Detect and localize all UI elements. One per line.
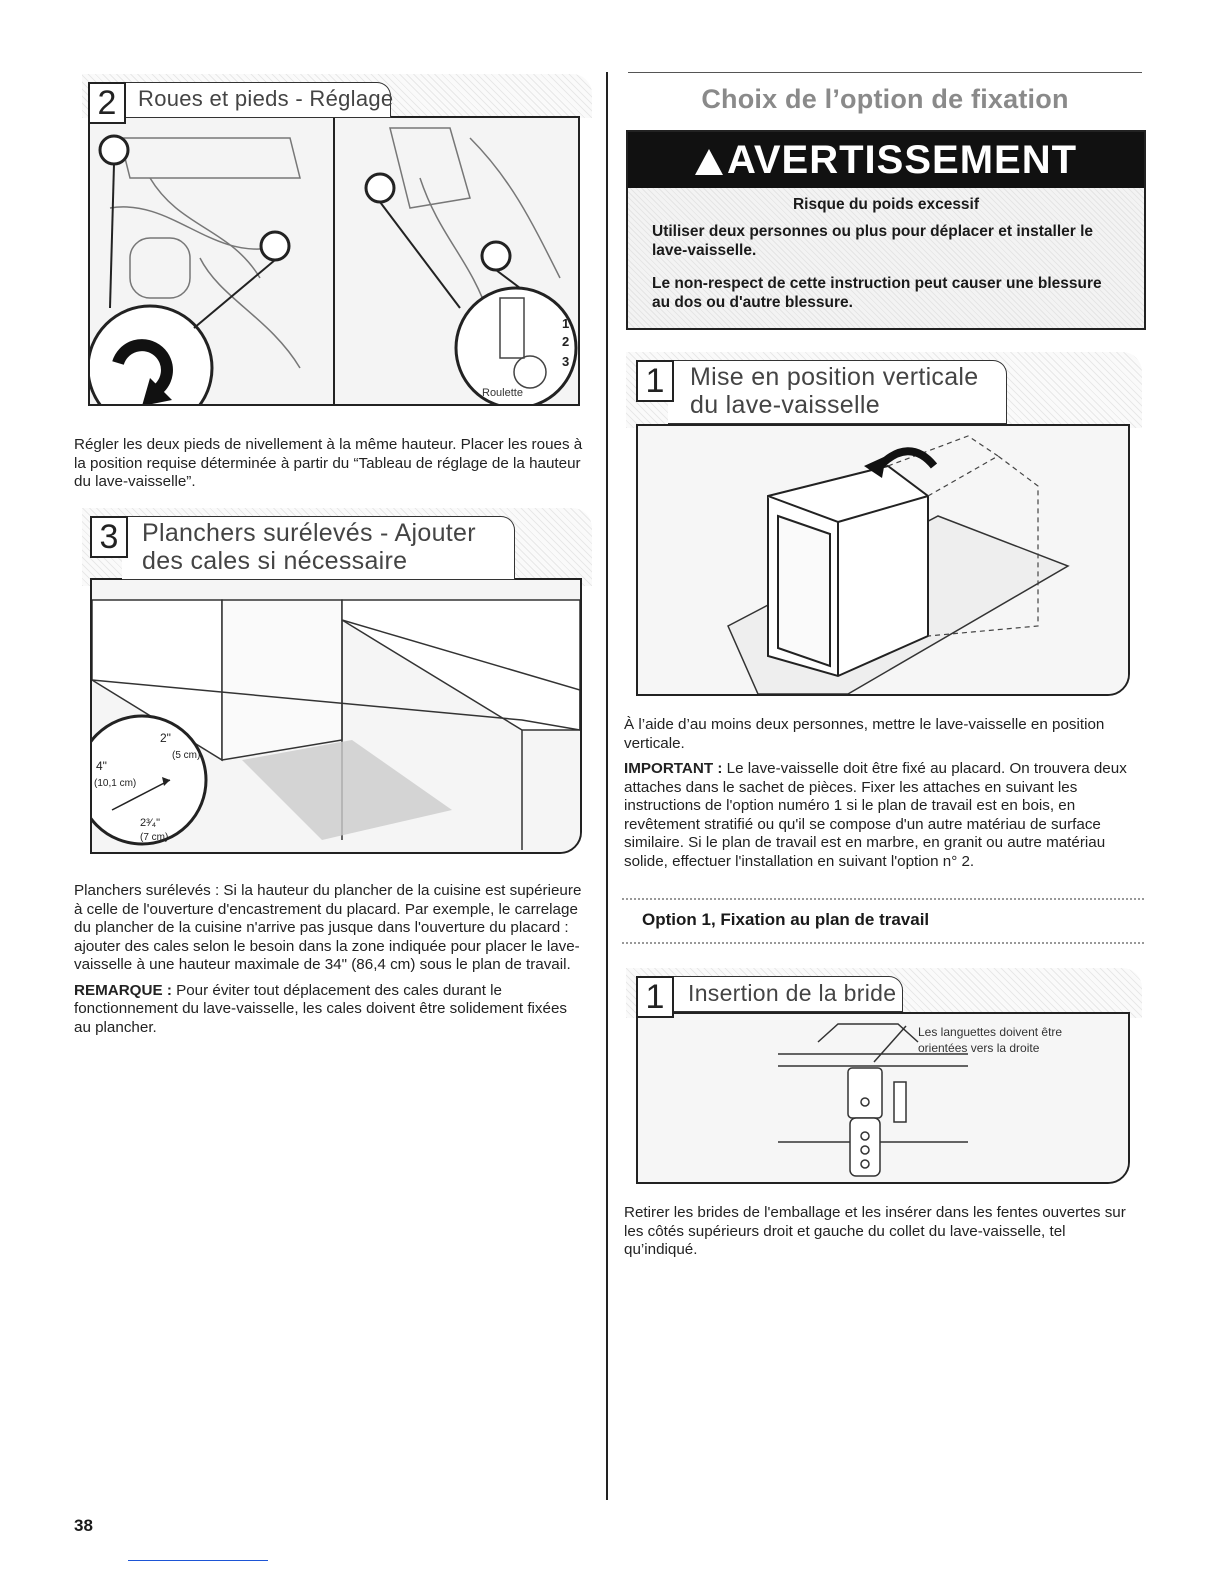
step3-figure — [90, 578, 582, 854]
bracket-title: Insertion de la bride — [688, 980, 897, 1006]
roulette-label: Roulette — [482, 387, 523, 399]
dim-b-metric: (10,1 cm) — [94, 778, 137, 789]
dim-c: 2³⁄₄" — [140, 817, 161, 829]
option1-heading — [622, 898, 1144, 944]
step2-illustration — [90, 118, 578, 404]
upright-text-block — [624, 716, 1140, 878]
warning-heading — [628, 132, 1144, 188]
dim-a-metric: (5 cm) — [172, 750, 201, 761]
upright-number: 1 — [636, 360, 674, 402]
callout-circle-small — [100, 136, 128, 164]
important-text: Le lave-vaisselle doit être fixé au placard. On trouvera deux attaches dans le sachet de pièces. Fixer les attaches en suivant les instructions de l'option numéro 1 si le plan de travail est en bois, en revêtement stratifié ou qu'il se compose d'un autre matériau de surface similaire. Si le plan de travail est en marbre, en granit ou autre matériau solide, effectuer l'installation en suivant l'option n° 2. — [624, 760, 1127, 870]
bracket-number: 1 — [636, 976, 674, 1018]
warning-box — [626, 130, 1146, 330]
step3-note — [74, 982, 586, 1038]
option1-title: Option 1, Fixation au plan de travail — [642, 910, 930, 929]
callout-3: 3 — [562, 354, 570, 369]
top-rule — [628, 72, 1142, 73]
warning-triangle-icon — [695, 149, 723, 175]
bracket-label-line2: orientées vers la droite — [918, 1041, 1040, 1055]
important-note — [624, 760, 1140, 871]
step3-illustration — [92, 580, 580, 852]
warning-line2: Le non-respect de cette instruction peut causer une blessure au dos ou d'autre blessure. — [652, 275, 1102, 311]
warning-subtitle: Risque du poids excessif — [792, 196, 980, 213]
step3-text: Planchers surélevés : Si la hauteur du plancher de la cuisine est supérieure à celle de l'ouverture d'encastrement du placard. Par exemple, le carrelage du plancher de la cuisine n'arrive pas jusque dans l'ouverture du placard : ajouter des cales selon le besoin dans la zone indiquée pour placer le lave-vaisselle à une hauteur maximale de 34" (86,4 cm) sous le plan de travail. — [74, 882, 582, 973]
warning-line1: Utiliser deux personnes ou plus pour déplacer et installer le lave-vaisselle. — [652, 223, 1094, 259]
dim-a: 2" — [160, 731, 171, 745]
warning-heading-text: AVERTISSEMENT — [726, 138, 1078, 182]
bracket-illustration — [638, 1014, 1128, 1182]
step2-text: Régler les deux pieds de nivellement à la même hauteur. Placer les roues à la position requise déterminée à partir du “Tableau de réglage de la hauteur du lave-vaisselle”. — [74, 436, 583, 490]
dim-b: 4" — [96, 759, 107, 773]
note-text: Pour éviter tout déplacement des cales durant le fonctionnement du lave-vaisselle, les cales doivent être solidement fixées au plancher. — [74, 981, 568, 1036]
step3-number: 3 — [90, 516, 128, 558]
step2-number: 2 — [88, 82, 126, 124]
footer-blue-line — [128, 1560, 268, 1561]
note-label: REMARQUE : — [74, 981, 172, 999]
step2-title: Roues et pieds - Réglage — [138, 86, 394, 111]
bracket-label-line1: Les languettes doivent être — [918, 1025, 1063, 1039]
step2-figure — [88, 116, 580, 406]
step3-text-block — [74, 882, 586, 1044]
bracket-figure — [636, 1012, 1130, 1184]
upright-illustration — [638, 426, 1128, 694]
upright-title-line2: du lave-vaisselle — [690, 391, 880, 419]
section-title: Choix de l’option de fixation — [701, 84, 1069, 114]
upright-text: À l’aide d’au moins deux personnes, mettre le lave-vaisselle en position verticale. — [624, 716, 1105, 752]
upright-figure — [636, 424, 1130, 696]
callout-2: 2 — [562, 334, 570, 349]
dim-c-metric: (7 cm) — [140, 832, 169, 843]
important-label: IMPORTANT : — [624, 760, 723, 777]
step3-title-line1: Planchers surélevés - Ajouter — [142, 519, 476, 547]
column-divider — [606, 72, 608, 1500]
page-number: 38 — [74, 1516, 93, 1535]
upright-title-line1: Mise en position verticale — [690, 363, 979, 391]
bracket-text: Retirer les brides de l'emballage et les insérer dans les fentes ouvertes sur les côtés supérieurs droit et gauche du collet du lave-vaisselle, tel qu’indiqué. — [624, 1204, 1126, 1258]
callout-1: 1 — [562, 316, 570, 331]
step3-title-line2: des cales si nécessaire — [142, 547, 408, 575]
